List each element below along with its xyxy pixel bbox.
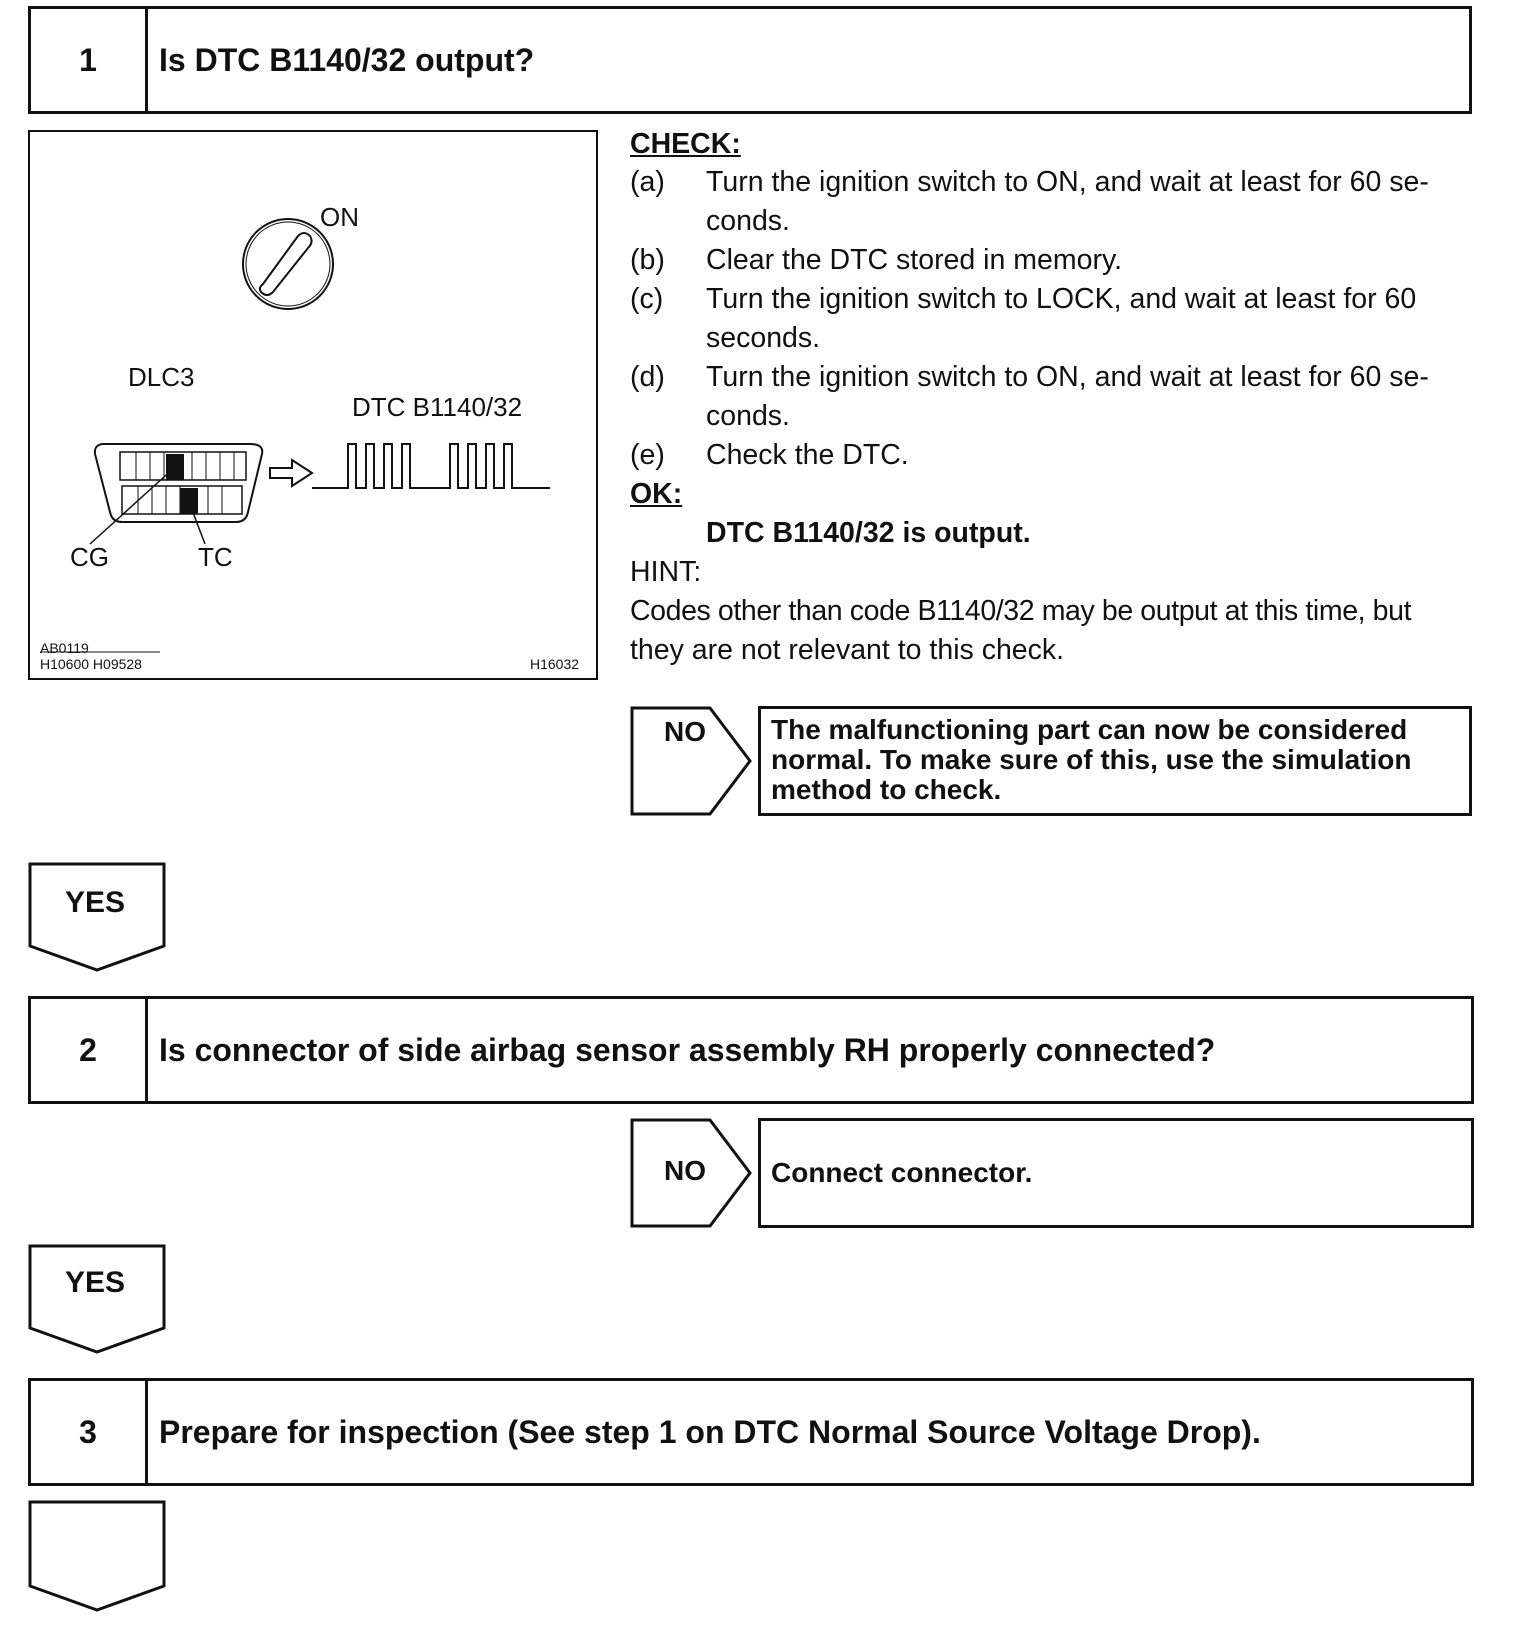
check-item-label: (c) (630, 283, 664, 315)
hint-text-1: Codes other than code B1140/32 may be output at this time, but (630, 595, 1412, 627)
down-arrow-3 (28, 1500, 166, 1612)
on-label: ON (320, 202, 359, 232)
dlc3-label: DLC3 (128, 362, 195, 392)
step-3-box (28, 1378, 1474, 1486)
dlc3-diagram (28, 130, 598, 680)
no-label-2: NO (664, 1155, 706, 1186)
dlc3-connector-icon (90, 444, 262, 544)
ok-heading: OK: (630, 478, 683, 510)
check-item-label: (b) (630, 244, 665, 276)
figure-code-3: H16032 (530, 656, 580, 672)
check-item-text: Turn the ignition switch to ON, and wait at least for 60 se- (706, 166, 1429, 198)
step-1-number: 1 (31, 9, 148, 111)
check-item-label: (d) (630, 361, 665, 393)
yes-label-1: YES (64, 886, 126, 919)
step-3-title: Prepare for inspection (See step 1 on DTC Normal Source Voltage Drop). (159, 1413, 1261, 1450)
check-heading: CHECK: (630, 128, 741, 160)
check-item-text: Turn the ignition switch to ON, and wait at least for 60 se- (706, 361, 1429, 393)
tc-label: TC (198, 542, 233, 572)
hint-heading: HINT: (630, 556, 702, 588)
right-arrow-icon (270, 460, 312, 486)
result-line: normal. To make sure of this, use the simulation (771, 744, 1412, 775)
check-item-text: Check the DTC. (706, 439, 909, 471)
ok-value: DTC B1140/32 is output. (706, 517, 1031, 549)
step-2-title: Is connector of side airbag sensor assembly RH properly connected? (159, 1031, 1216, 1068)
step-1-no-result (758, 706, 1472, 816)
step-2-number: 2 (31, 999, 148, 1101)
check-item-label: (e) (630, 439, 665, 471)
no-label-1: NO (664, 716, 706, 747)
dtc-waveform (312, 444, 550, 488)
check-item-text: conds. (706, 205, 790, 237)
result-line: method to check. (771, 774, 1002, 805)
result-line: The malfunctioning part can now be considered (771, 714, 1408, 745)
yes-label-2: YES (64, 1266, 126, 1299)
step-3-number: 3 (31, 1381, 148, 1483)
step-1-title: Is DTC B1140/32 output? (159, 41, 535, 78)
check-item-text: Clear the DTC stored in memory. (706, 244, 1123, 276)
step-1-box (28, 6, 1472, 114)
step-2-box (28, 996, 1474, 1104)
check-item-text: conds. (706, 400, 790, 432)
check-item-text: Turn the ignition switch to LOCK, and wait at least for 60 (706, 283, 1417, 315)
dtc-code-label: DTC B1140/32 (352, 392, 523, 422)
check-item-text: seconds. (706, 322, 821, 354)
step-2-no-result (758, 1118, 1474, 1228)
hint-text-2: they are not relevant to this check. (630, 634, 1065, 666)
check-item-label: (a) (630, 166, 665, 198)
figure-code-2: H10600 H09528 (40, 656, 142, 672)
figure-code-1: AB0119 (40, 640, 89, 656)
cg-label: CG (70, 542, 109, 572)
result-line: Connect connector. (771, 1157, 1033, 1188)
